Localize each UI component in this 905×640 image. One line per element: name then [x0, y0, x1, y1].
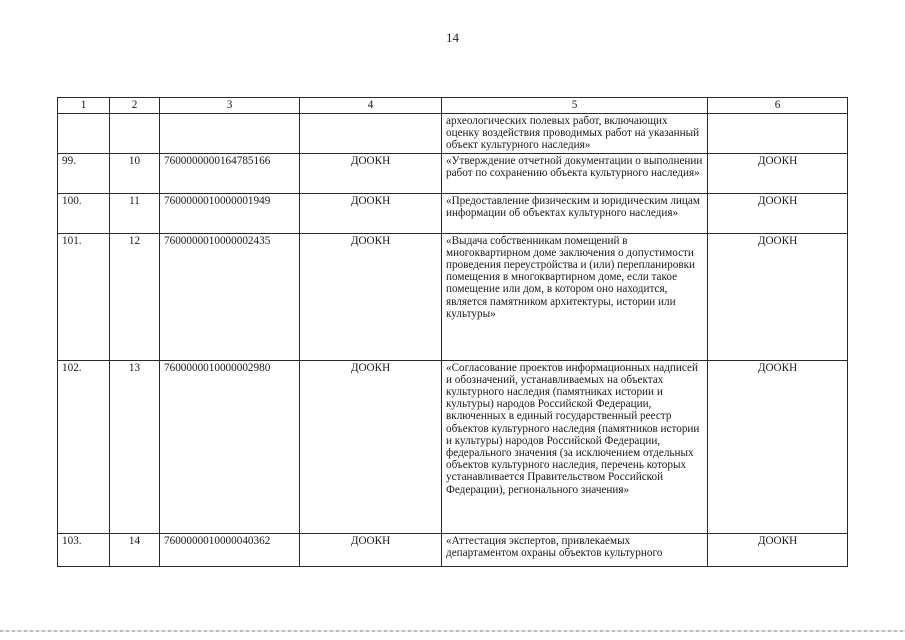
table-row-continuation: [58, 114, 848, 154]
table-row: [58, 153, 848, 193]
cell-sub: 12: [110, 233, 160, 360]
cell-code: 7600000010000002435: [160, 233, 300, 360]
cell-desc: «Аттестация экспертов, привлекаемых департаментом охраны объектов культурного: [442, 533, 708, 566]
column-header-3: 3: [160, 98, 300, 114]
cell-num: 103.: [58, 533, 110, 566]
cell-code: 7600000010000001949: [160, 193, 300, 233]
cell-desc: «Утверждение отчетной документации о выполнении работ по сохранению объекта культурного наследия»: [442, 153, 708, 193]
cell-sub: [110, 114, 160, 154]
cell-code: 7600000010000040362: [160, 533, 300, 566]
column-header-2: 2: [110, 98, 160, 114]
cell-org2: [708, 114, 848, 154]
cell-sub: 13: [110, 360, 160, 533]
table-row: [58, 360, 848, 533]
column-header-4: 4: [300, 98, 442, 114]
cell-num: [58, 114, 110, 154]
table-row: [58, 193, 848, 233]
scan-edge-divider: [0, 630, 905, 632]
page-number: 14: [446, 30, 459, 45]
column-header-6: 6: [708, 98, 848, 114]
registry-table: [57, 97, 848, 567]
cell-org2: ДООКН: [708, 233, 848, 360]
cell-code: 7600000000164785166: [160, 153, 300, 193]
cell-org: ДООКН: [300, 233, 442, 360]
cell-org2: ДООКН: [708, 360, 848, 533]
table-row: [58, 533, 848, 566]
cell-code: 7600000010000002980: [160, 360, 300, 533]
cell-org2: ДООКН: [708, 193, 848, 233]
column-header-1: 1: [58, 98, 110, 114]
cell-num: 100.: [58, 193, 110, 233]
cell-num: 101.: [58, 233, 110, 360]
header-row: [58, 98, 848, 114]
cell-desc: археологических полевых работ, включающих оценку воздействия проводимых работ на указанный объект культурного наследия»: [442, 114, 708, 154]
cell-org: ДООКН: [300, 533, 442, 566]
cell-org2: ДООКН: [708, 533, 848, 566]
cell-org: ДООКН: [300, 153, 442, 193]
cell-org2: ДООКН: [708, 153, 848, 193]
cell-org: ДООКН: [300, 193, 442, 233]
column-header-5: 5: [442, 98, 708, 114]
cell-code: [160, 114, 300, 154]
cell-desc: «Предоставление физическим и юридическим лицам информации об объектах культурного наследия»: [442, 193, 708, 233]
cell-org: ДООКН: [300, 360, 442, 533]
table-row: [58, 233, 848, 360]
cell-sub: 10: [110, 153, 160, 193]
cell-num: 99.: [58, 153, 110, 193]
cell-sub: 11: [110, 193, 160, 233]
cell-sub: 14: [110, 533, 160, 566]
cell-org: [300, 114, 442, 154]
cell-num: 102.: [58, 360, 110, 533]
cell-desc: «Согласование проектов информационных надписей и обозначений, устанавливаемых на объектах культурного наследия (памятниках истории и культуры) народов Российской Федерации, включенных в единый государственный реестр объектов культурного наследия (памятников истории и культуры) народов Российской Федерации, федерального значения (за исключением отдельных объектов культурного наследия, перечень которых устанавливается Правительством Российской Федерации), регионального значения»: [442, 360, 708, 533]
cell-desc: «Выдача собственникам помещений в многоквартирном доме заключения о допустимости проведения переустройства и (или) перепланировки помещения в многоквартирном доме, если такое помещение или дом, в котором оно находится, является памятником архитектуры, истории или культуры»: [442, 233, 708, 360]
